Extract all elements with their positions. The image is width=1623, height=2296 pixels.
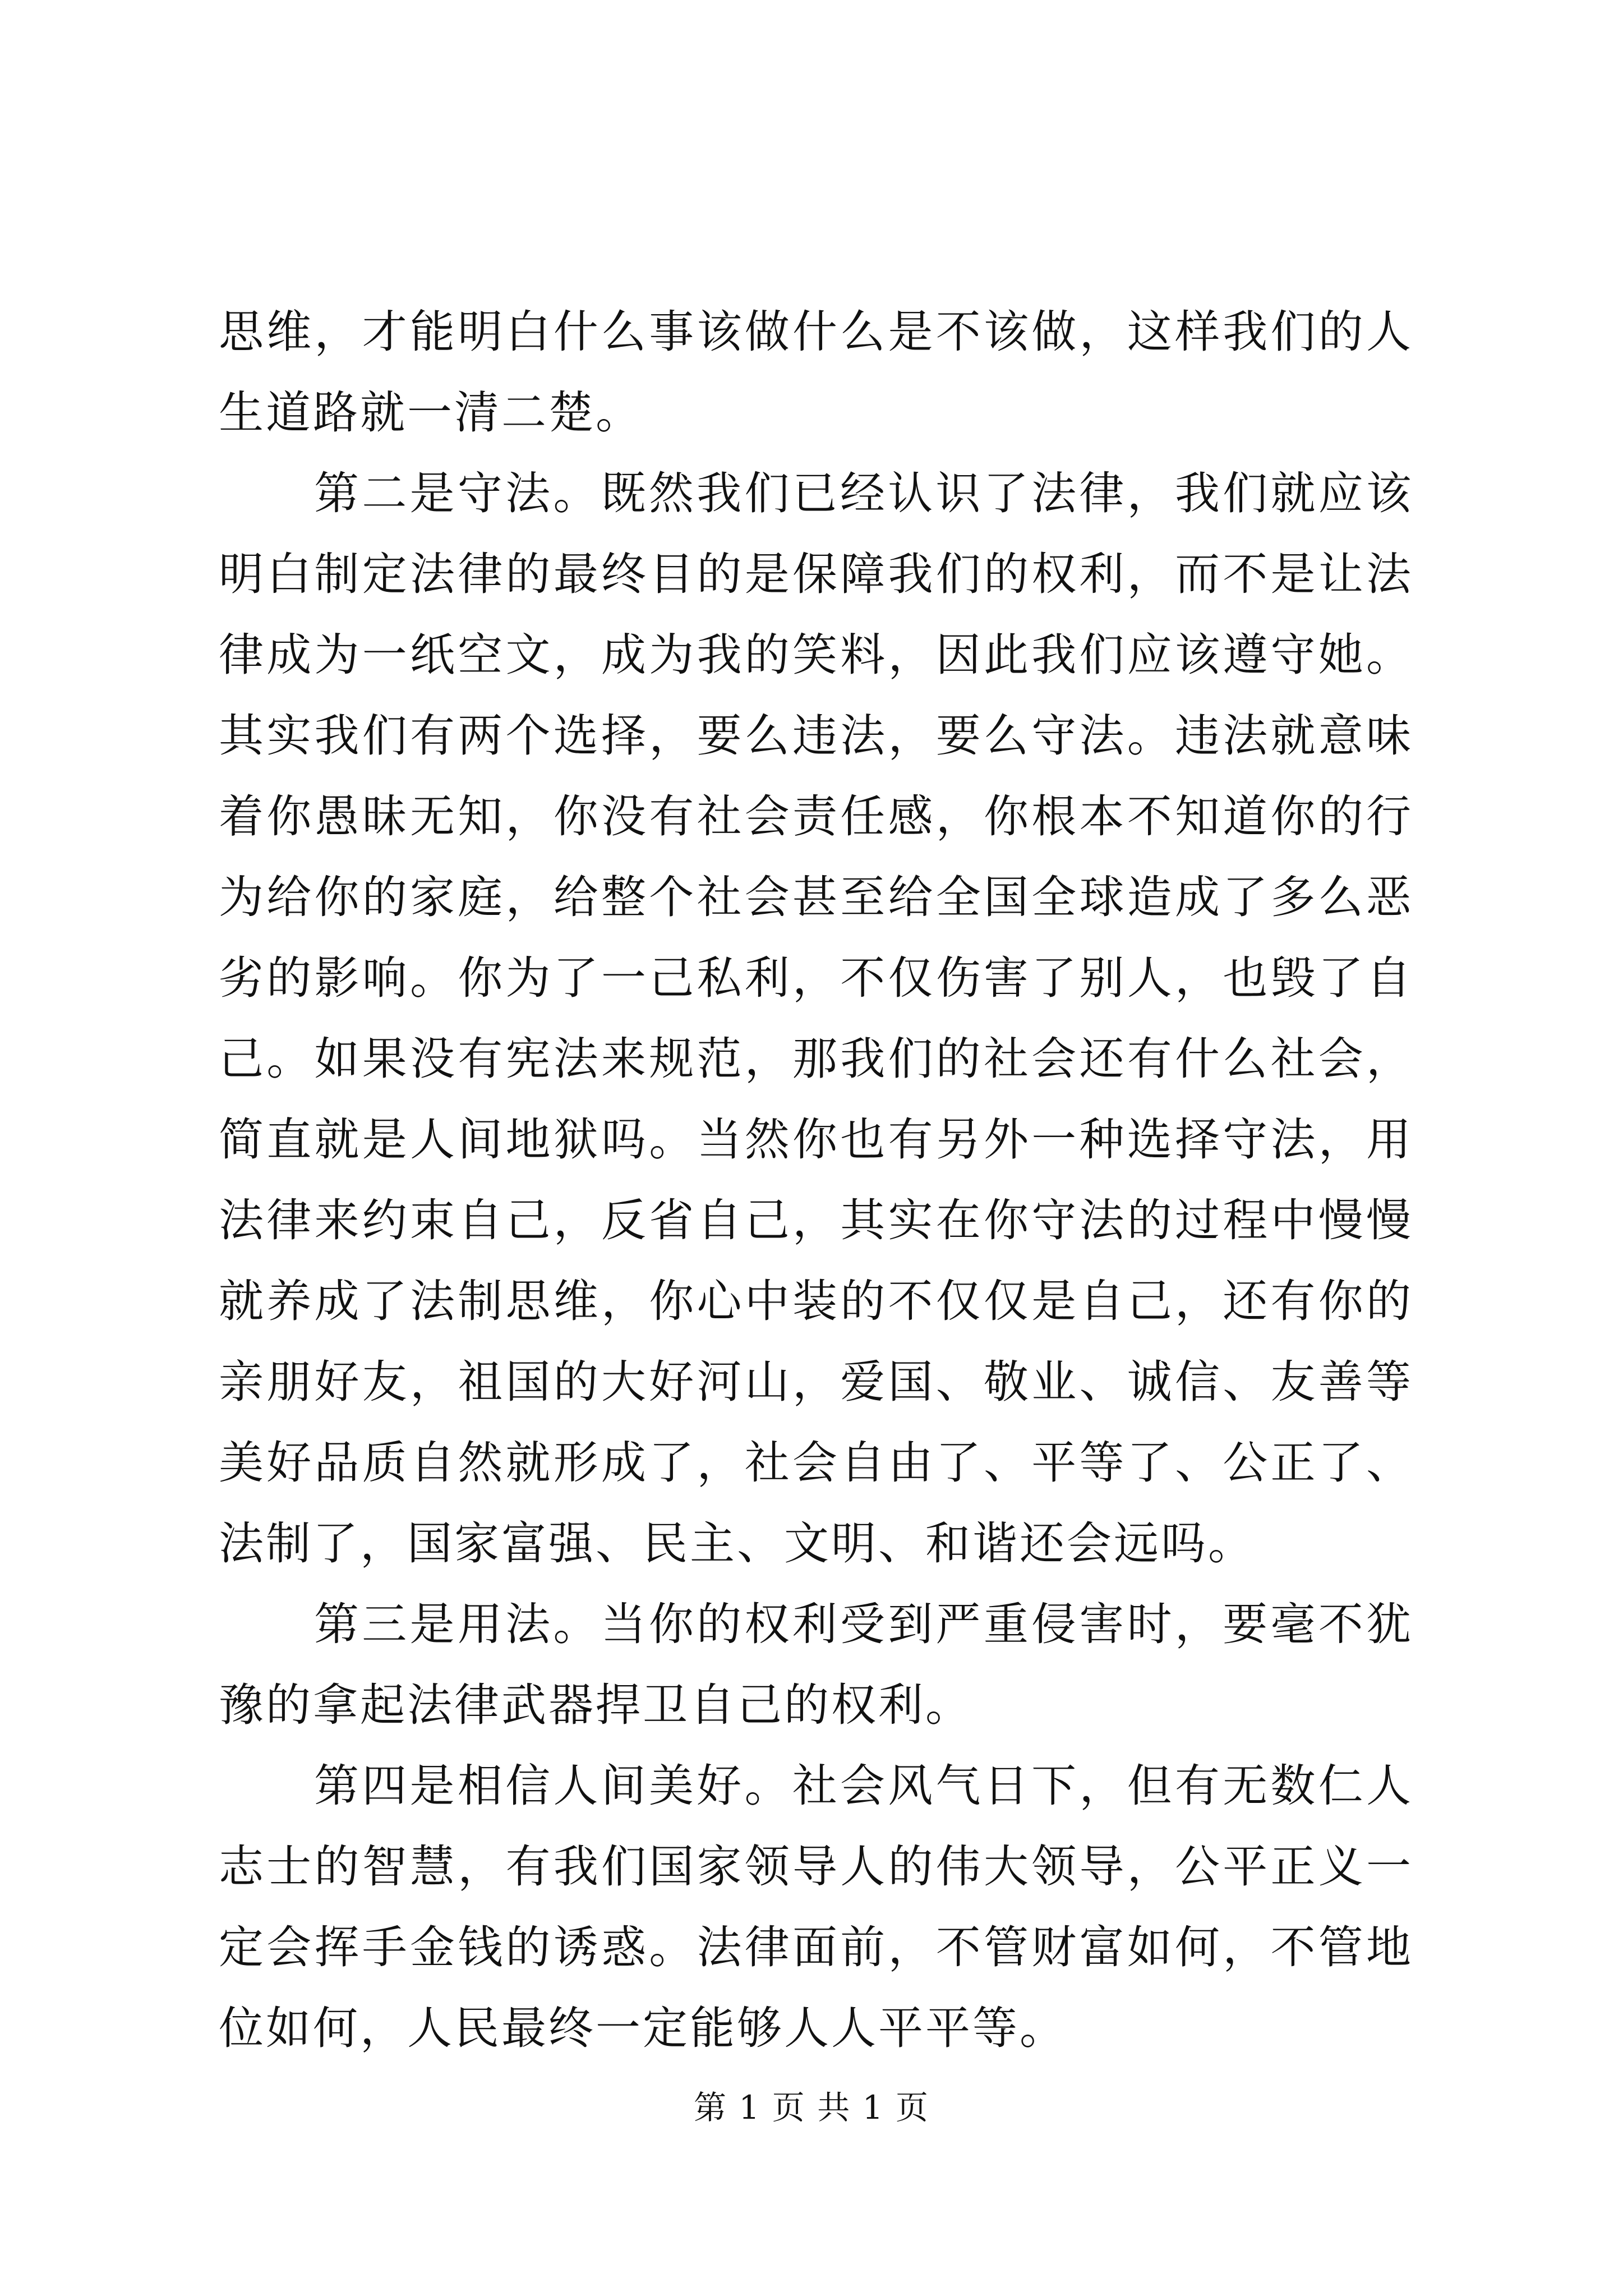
paragraph-continued: 思维，才能明白什么事该做什么是不该做，这样我们的人生道路就一清二楚。 xyxy=(219,306,1413,439)
paragraph-third-point: 第三是用法。当你的权利受到严重侵害时，要毫不犹豫的拿起法律武器捍卫自己的权利。 xyxy=(219,1598,1413,1731)
document-body xyxy=(219,292,1413,2069)
paragraph-second-point: 第二是守法。既然我们已经认识了法律，我们就应该明白制定法律的最终目的是保障我们的权利，而不是让法律成为一纸空文，成为我的笑料，因此我们应该遵守她。其实我们有两个选择，要么违法，要么守法。违法就意味着你愚昧无知，你没有社会责任感，你根本不知道你的行为给你的家庭，给整个社会甚至给全国全球造成了多么恶劣的影响。你为了一己私利，不仅伤害了别人，也毁了自己。如果没有宪法来规范，那我们的社会还有什么社会，简直就是人间地狱吗。当然你也有另外一种选择守法，用法律来约束自己，反省自己，其实在你守法的过程中慢慢就养成了法制思维，你心中装的不仅仅是自己，还有你的亲朋好友，祖国的大好河山，爱国、敬业、诚信、友善等美好品质自然就形成了，社会自由了、平等了、公正了、法制了，国家富强、民主、文明、和谐还会远吗。 xyxy=(219,467,1413,1570)
page-footer: 第 1 页 共 1 页 xyxy=(694,2088,929,2127)
paragraph-fourth-point: 第四是相信人间美好。社会风气日下，但有无数仁人志士的智慧，有我们国家领导人的伟大领导，公平正义一定会挥手金钱的诱惑。法律面前，不管财富如何，不管地位如何，人民最终一定能够人人平平等。 xyxy=(219,1760,1413,2054)
